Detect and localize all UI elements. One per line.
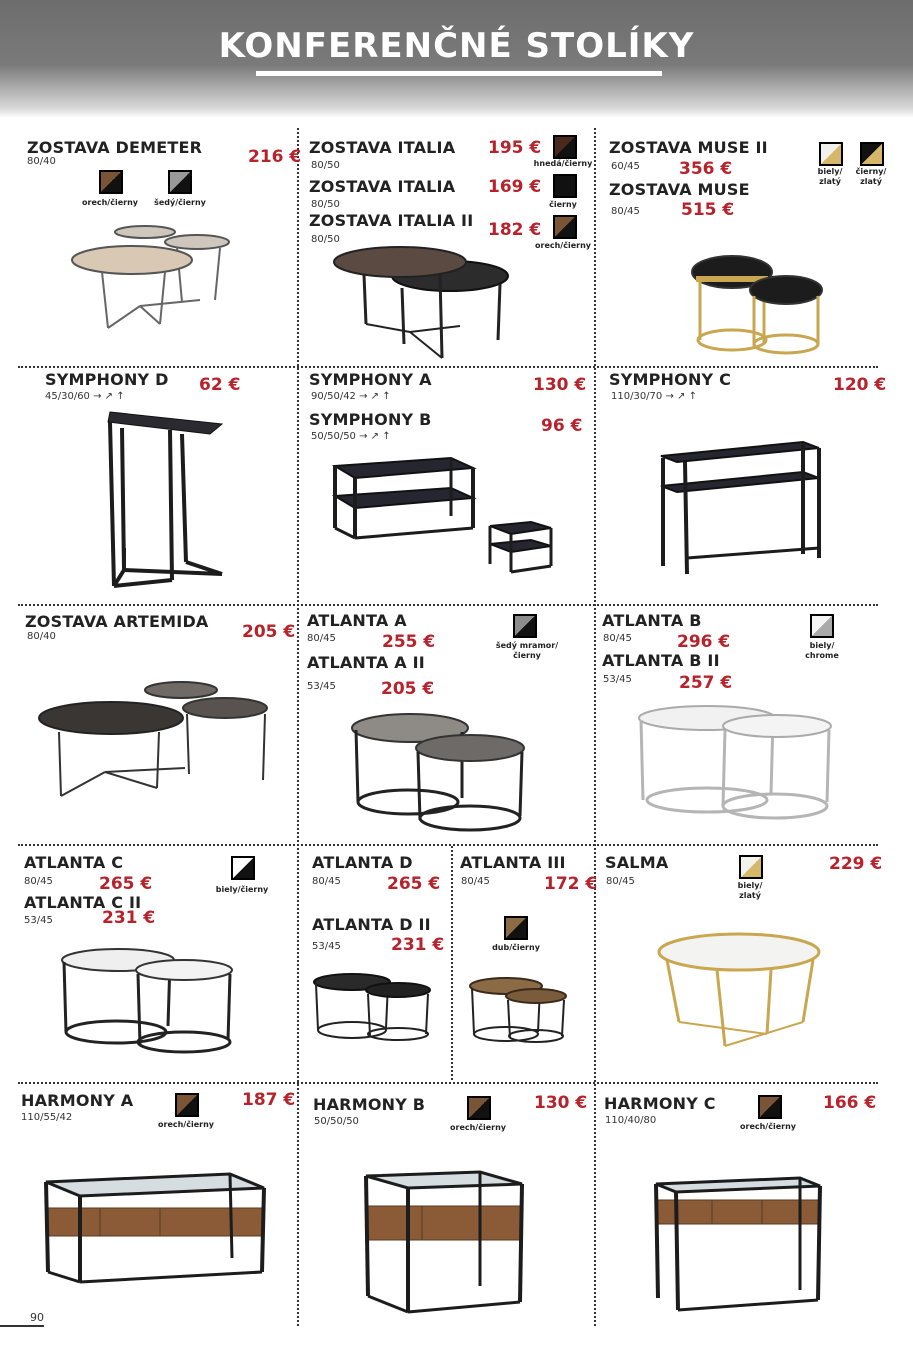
color-swatch[interactable]	[175, 1093, 199, 1117]
product-name: ZOSTAVA DEMETER	[27, 138, 203, 157]
product-image	[655, 930, 825, 1050]
product-name: ATLANTA B	[602, 611, 702, 630]
product-price: 195 €	[488, 138, 542, 158]
title-underline	[256, 71, 662, 76]
product-dimensions: 80/50	[311, 199, 340, 210]
product-dimensions: 110/30/70 → ↗ ↑	[611, 391, 697, 402]
divider	[18, 604, 878, 606]
divider	[18, 1082, 878, 1084]
divider	[594, 128, 596, 1326]
product-name: ATLANTA C II	[24, 893, 142, 912]
product-dimensions: 53/45	[603, 674, 632, 685]
swatch-label: čierny	[549, 200, 577, 209]
swatch-label: orech/čierny	[450, 1123, 506, 1132]
product-dimensions: 80/45	[603, 633, 632, 644]
product-name: ATLANTA III	[460, 853, 566, 872]
product-image	[325, 454, 565, 574]
product-name: ATLANTA D II	[312, 915, 431, 934]
product-dimensions: 80/45	[24, 876, 53, 887]
color-swatch[interactable]	[513, 614, 537, 638]
product-price: 231 €	[102, 908, 156, 928]
product-image	[35, 680, 275, 800]
product-image	[655, 436, 825, 578]
product-price: 265 €	[387, 874, 441, 894]
product-price: 62 €	[199, 375, 241, 395]
product-name: HARMONY C	[604, 1094, 716, 1113]
product-name: SALMA	[605, 853, 669, 872]
color-swatch[interactable]	[810, 614, 834, 638]
product-name: ZOSTAVA MUSE II	[609, 138, 768, 157]
product-dimensions: 53/45	[24, 915, 53, 926]
product-price: 169 €	[488, 177, 542, 197]
product-name: ATLANTA D	[312, 853, 413, 872]
product-image	[58, 946, 238, 1056]
color-swatch[interactable]	[819, 142, 843, 166]
swatch-label: orech/čierny	[740, 1122, 796, 1131]
product-image	[690, 240, 830, 355]
product-price: 172 €	[544, 874, 598, 894]
swatch-label: biely/ zlatý	[817, 167, 843, 186]
product-price: 130 €	[534, 1093, 588, 1113]
page-title: KONFERENČNÉ STOLÍKY	[218, 26, 695, 66]
swatch-label: hnedá/čierny	[533, 159, 593, 168]
swatch-label: orech/čierny	[82, 198, 138, 207]
product-name: ATLANTA B II	[602, 651, 720, 670]
swatch-label: biely/ chrome	[805, 641, 839, 660]
product-price: 216 €	[248, 147, 302, 167]
divider	[18, 844, 878, 846]
product-image	[312, 972, 434, 1042]
product-name: SYMPHONY A	[309, 370, 432, 389]
product-price: 96 €	[541, 416, 583, 436]
color-swatch[interactable]	[860, 142, 884, 166]
color-swatch[interactable]	[553, 174, 577, 198]
page-number-rule	[0, 1325, 44, 1327]
product-price: 229 €	[829, 854, 883, 874]
color-swatch[interactable]	[231, 856, 255, 880]
color-swatch[interactable]	[99, 170, 123, 194]
product-name: HARMONY A	[21, 1091, 134, 1110]
product-image	[635, 702, 835, 822]
product-dimensions: 80/45	[461, 876, 490, 887]
product-dimensions: 80/45	[606, 876, 635, 887]
product-price: 231 €	[391, 935, 445, 955]
swatch-label: orech/čierny	[158, 1120, 214, 1129]
swatch-label: dub/čierny	[492, 943, 540, 952]
product-dimensions: 80/45	[307, 633, 336, 644]
product-price: 166 €	[823, 1093, 877, 1113]
product-price: 296 €	[677, 632, 731, 652]
page-number: 90	[30, 1311, 44, 1324]
product-dimensions: 80/50	[311, 234, 340, 245]
product-name: SYMPHONY D	[45, 370, 169, 389]
swatch-label: biely/čierny	[215, 885, 269, 894]
product-name: ATLANTA C	[24, 853, 124, 872]
product-dimensions: 60/45	[611, 161, 640, 172]
product-dimensions: 80/40	[27, 631, 56, 642]
product-dimensions: 80/45	[312, 876, 341, 887]
product-name: SYMPHONY B	[309, 410, 432, 429]
product-image	[60, 222, 240, 334]
product-dimensions: 110/40/80	[605, 1115, 657, 1126]
product-price: 265 €	[99, 874, 153, 894]
product-image	[100, 410, 230, 590]
product-dimensions: 50/50/50 → ↗ ↑	[311, 431, 391, 442]
product-price: 182 €	[488, 220, 542, 240]
product-price: 205 €	[242, 622, 296, 642]
product-image	[466, 976, 570, 1046]
divider	[297, 128, 299, 1326]
product-dimensions: 80/50	[311, 160, 340, 171]
color-swatch[interactable]	[758, 1095, 782, 1119]
product-name: ZOSTAVA ITALIA	[309, 138, 456, 157]
swatch-label: šedý mramor/ čierny	[495, 641, 559, 660]
product-dimensions: 53/45	[312, 941, 341, 952]
product-dimensions: 53/45	[307, 681, 336, 692]
product-image	[652, 1174, 824, 1314]
product-price: 515 €	[681, 200, 735, 220]
color-swatch[interactable]	[467, 1096, 491, 1120]
product-image	[362, 1168, 527, 1318]
color-swatch[interactable]	[553, 215, 577, 239]
product-price: 255 €	[382, 632, 436, 652]
color-swatch[interactable]	[168, 170, 192, 194]
color-swatch[interactable]	[739, 855, 763, 879]
product-name: ZOSTAVA MUSE	[609, 180, 750, 199]
swatch-label: orech/čierny	[535, 241, 591, 250]
product-price: 356 €	[679, 159, 733, 179]
product-dimensions: 110/55/42	[21, 1112, 73, 1123]
swatch-label: čierny/ zlatý	[855, 167, 887, 186]
product-dimensions: 50/50/50	[314, 1116, 359, 1127]
product-name: SYMPHONY C	[609, 370, 732, 389]
product-name: HARMONY B	[313, 1095, 426, 1114]
product-price: 257 €	[679, 673, 733, 693]
product-price: 130 €	[533, 375, 587, 395]
product-dimensions: 80/45	[611, 206, 640, 217]
product-price: 187 €	[242, 1090, 296, 1110]
product-image	[40, 1168, 270, 1288]
product-dimensions: 80/40	[27, 156, 56, 167]
product-image	[330, 244, 515, 362]
divider	[451, 846, 453, 1080]
swatch-label: biely/ zlatý	[737, 881, 763, 900]
product-name: ZOSTAVA ITALIA	[309, 177, 456, 196]
product-name: ATLANTA A II	[307, 653, 425, 672]
color-swatch[interactable]	[553, 135, 577, 159]
color-swatch[interactable]	[504, 916, 528, 940]
product-image	[350, 712, 530, 832]
divider	[18, 366, 878, 368]
product-dimensions: 45/30/60 → ↗ ↑	[45, 391, 125, 402]
product-name: ATLANTA A	[307, 611, 407, 630]
product-price: 205 €	[381, 679, 435, 699]
product-name: ZOSTAVA ARTEMIDA	[25, 612, 209, 631]
product-name: ZOSTAVA ITALIA II	[309, 211, 474, 230]
product-dimensions: 90/50/42 → ↗ ↑	[311, 391, 391, 402]
product-price: 120 €	[833, 375, 887, 395]
swatch-label: šedý/čierny	[154, 198, 206, 207]
